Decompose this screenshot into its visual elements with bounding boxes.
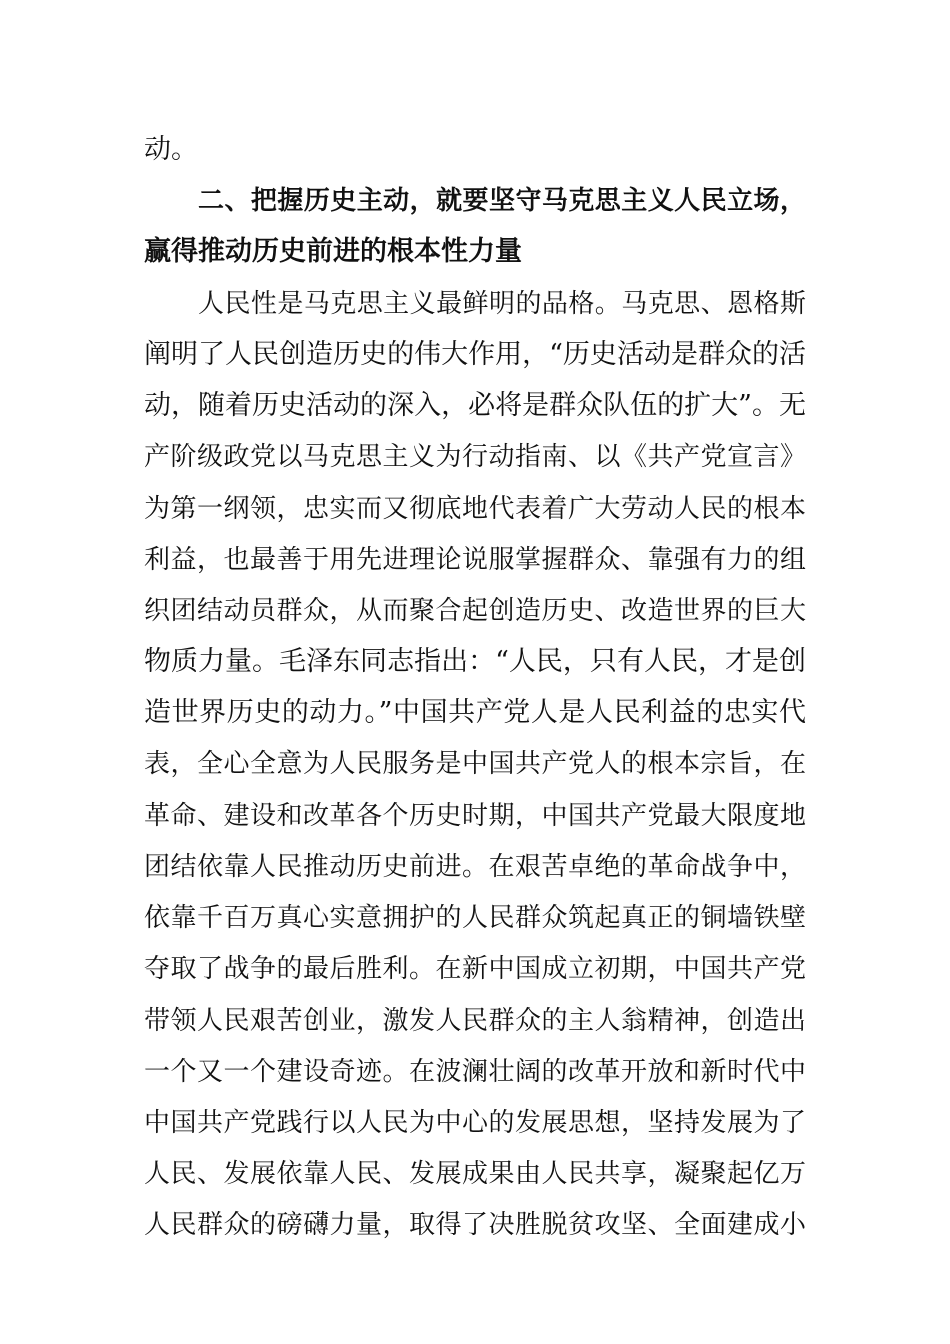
body-text-line: 利益，也最善于用先进理论说服掌握群众、靠强有力的组 <box>144 545 806 575</box>
body-text-line: 革命、建设和改革各个历史时期，中国共产党最大限度地 <box>144 801 806 831</box>
body-text-line: 表，全心全意为人民服务是中国共产党人的根本宗旨，在 <box>144 749 806 779</box>
section-heading-line-2: 赢得推动历史前进的根本性力量 <box>144 236 522 267</box>
body-text-line: 中国共产党践行以人民为中心的发展思想，坚持发展为了 <box>144 1108 806 1138</box>
body-text-line: 为第一纲领，忠实而又彻底地代表着广大劳动人民的根本 <box>144 494 806 524</box>
body-text-line: 阐明了人民创造历史的伟大作用，“历史活动是群众的活 <box>144 339 806 370</box>
body-text-line: 一个又一个建设奇迹。在波澜壮阔的改革开放和新时代中 <box>144 1057 806 1087</box>
body-text-line: 团结依靠人民推动历史前进。在艰苦卓绝的革命战争中， <box>144 852 806 882</box>
body-text-line: 人民、发展依靠人民、发展成果由人民共享，凝聚起亿万 <box>144 1159 806 1189</box>
body-text-line: 造世界历史的动力。”中国共产党人是人民利益的忠实代 <box>144 697 806 728</box>
body-text-line: 夺取了战争的最后胜利。在新中国成立初期，中国共产党 <box>144 954 806 984</box>
body-text-line: 人民群众的磅礴力量，取得了决胜脱贫攻坚、全面建成小 <box>144 1210 806 1240</box>
paragraph-end-line: 动。 <box>144 134 198 165</box>
body-text-line: 依靠千百万真心实意拥护的人民群众筑起真正的铜墙铁壁 <box>144 903 806 933</box>
body-text-line: 动，随着历史活动的深入，必将是群众队伍的扩大”。无 <box>144 390 806 421</box>
section-heading-line-1: 二、把握历史主动，就要坚守马克思主义人民立场， <box>198 186 806 216</box>
body-text-line: 带领人民艰苦创业，激发人民群众的主人翁精神，创造出 <box>144 1006 806 1036</box>
body-text-line: 人民性是马克思主义最鲜明的品格。马克思、恩格斯 <box>198 289 806 319</box>
body-text-line: 织团结动员群众，从而聚合起创造历史、改造世界的巨大 <box>144 596 806 626</box>
body-text-line: 物质力量。毛泽东同志指出：“人民，只有人民，才是创 <box>144 646 806 677</box>
body-text-line: 产阶级政党以马克思主义为行动指南、以《共产党宣言》 <box>144 442 806 472</box>
